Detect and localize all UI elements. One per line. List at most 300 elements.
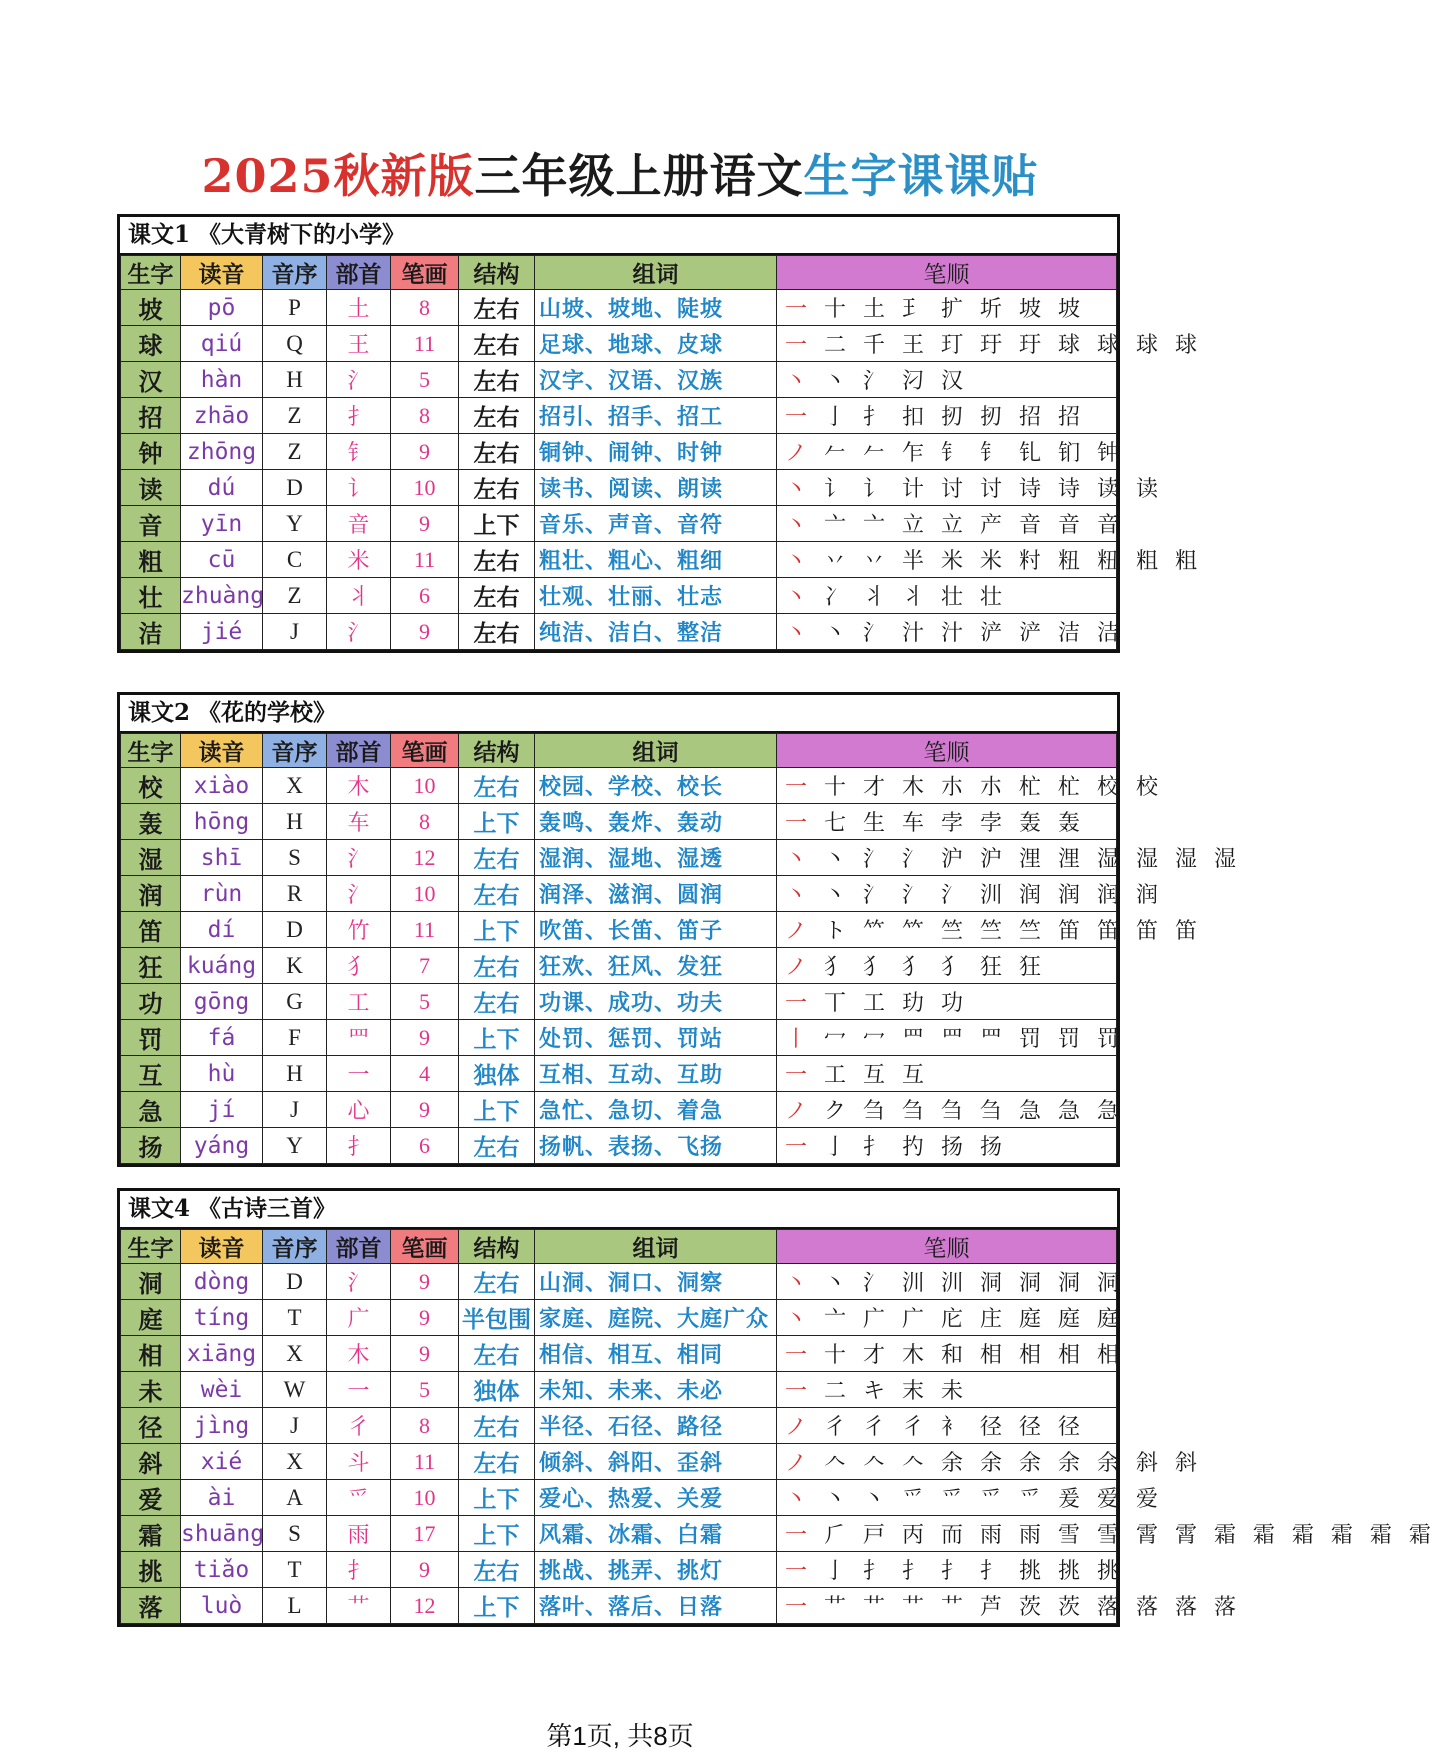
cell-stroke-order: 一 艹 艹 艹 艹 芦 茨 茨 落 落 落 落 [777,1588,1117,1624]
cell-words: 招引、招手、招工 [535,398,777,434]
cell-pinyin: xiāng [181,1336,263,1372]
cell-char: 互 [121,1056,181,1092]
cell-stroke-order: 一 十 才 木 朩 朩 杧 杧 校 校 [777,768,1117,804]
cell-strokes: 10 [391,876,459,912]
header-pinyin: 读音 [181,256,263,290]
cell-words: 校园、学校、校长 [535,768,777,804]
first-stroke: 丶 [785,477,813,502]
cell-char: 轰 [121,804,181,840]
cell-words: 未知、未来、未必 [535,1372,777,1408]
cell-stroke-order: 丶 亠 广 广 庀 庄 庭 庭 庭 [777,1300,1117,1336]
cell-order: Z [263,398,327,434]
table-row [121,506,1117,542]
cell-char: 罚 [121,1020,181,1056]
cell-strokes: 6 [391,1128,459,1164]
cell-order: K [263,948,327,984]
cell-stroke-order: 一 亅 扌 扌 扌 扌 挑 挑 挑 [777,1552,1117,1588]
cell-structure: 左右 [459,362,535,398]
table-row [121,1408,1117,1444]
cell-stroke-order: 一 丅 工 玏 功 [777,984,1117,1020]
cell-strokes: 9 [391,434,459,470]
cell-stroke-order: 一 亅 扌 扣 扨 扨 招 招 [777,398,1117,434]
cell-pinyin: jí [181,1092,263,1128]
cell-order: X [263,1444,327,1480]
cell-pinyin: fá [181,1020,263,1056]
cell-words: 爱心、热爱、关爱 [535,1480,777,1516]
cell-radical: 氵 [327,362,391,398]
header-order: 音序 [263,734,327,768]
cell-strokes: 9 [391,614,459,650]
cell-words: 扬帆、表扬、飞扬 [535,1128,777,1164]
cell-radical: 氵 [327,876,391,912]
header-char: 生字 [121,1230,181,1264]
cell-strokes: 9 [391,1336,459,1372]
cell-char: 润 [121,876,181,912]
lesson-table-2 [117,692,1241,1167]
cell-strokes: 10 [391,470,459,506]
table-row [121,470,1117,506]
cell-char: 校 [121,768,181,804]
cell-order: L [263,1588,327,1624]
cell-char: 招 [121,398,181,434]
table-row [121,1336,1117,1372]
cell-structure: 上下 [459,1020,535,1056]
cell-char: 读 [121,470,181,506]
cell-words: 落叶、落后、日落 [535,1588,777,1624]
cell-char: 汉 [121,362,181,398]
cell-words: 润泽、滋润、圆润 [535,876,777,912]
cell-char: 斜 [121,1444,181,1480]
cell-words: 半径、石径、路径 [535,1408,777,1444]
table-row [121,362,1117,398]
cell-radical: 一 [327,1372,391,1408]
table-row [121,876,1117,912]
cell-structure: 上下 [459,1480,535,1516]
cell-stroke-order: ノ 彳 彳 彳 衤 径 径 径 [777,1408,1117,1444]
cell-pinyin: tiǎo [181,1552,263,1588]
first-stroke: ノ [785,1451,813,1476]
cell-pinyin: shī [181,840,263,876]
cell-order: J [263,614,327,650]
cell-pinyin: qiú [181,326,263,362]
cell-char: 音 [121,506,181,542]
cell-radical: 爫 [327,1480,391,1516]
table-row [121,434,1117,470]
lesson-table-1 [117,214,1202,653]
cell-strokes: 8 [391,1408,459,1444]
cell-structure: 上下 [459,1588,535,1624]
header-stroke-order: 笔顺 [777,734,1117,768]
cell-radical: 米 [327,542,391,578]
cell-radical: 工 [327,984,391,1020]
table-header-row [121,256,1117,290]
cell-structure: 左右 [459,840,535,876]
cell-words: 湿润、湿地、湿透 [535,840,777,876]
table-row [121,614,1117,650]
first-stroke: 一 [785,1379,813,1404]
table-row [121,542,1117,578]
cell-radical: 彳 [327,1408,391,1444]
cell-radical: 车 [327,804,391,840]
title-part-sticker: 生字课课贴 [803,149,1039,203]
cell-radical: 氵 [327,840,391,876]
cell-structure: 左右 [459,1264,535,1300]
cell-pinyin: wèi [181,1372,263,1408]
cell-order: Y [263,1128,327,1164]
cell-stroke-order: 丶 讠 讠 计 讨 讨 诗 诗 读 读 [777,470,1117,506]
cell-char: 壮 [121,578,181,614]
cell-stroke-order: 一 二 千 王 玎 玗 玗 球 球 球 球 [777,326,1117,362]
cell-pinyin: luò [181,1588,263,1624]
cell-order: C [263,542,327,578]
cell-char: 落 [121,1588,181,1624]
cell-pinyin: dí [181,912,263,948]
cell-radical: 艹 [327,1588,391,1624]
header-stroke-order: 笔顺 [777,256,1117,290]
cell-stroke-order: 一 七 生 车 孛 孛 轰 轰 [777,804,1117,840]
cell-char: 相 [121,1336,181,1372]
cell-stroke-order: 丶 丶 氵 氵 沪 沪 浬 浬 湿 湿 湿 湿 [777,840,1117,876]
cell-radical: 一 [327,1056,391,1092]
cell-structure: 左右 [459,1444,535,1480]
cell-order: H [263,362,327,398]
cell-structure: 上下 [459,1092,535,1128]
cell-pinyin: jié [181,614,263,650]
first-stroke: ノ [785,441,813,466]
cell-structure: 左右 [459,768,535,804]
cell-stroke-order: 一 工 互 互 [777,1056,1117,1092]
first-stroke: 丶 [785,513,813,538]
cell-radical: 扌 [327,1552,391,1588]
cell-order: Z [263,434,327,470]
cell-char: 庭 [121,1300,181,1336]
cell-strokes: 11 [391,912,459,948]
cell-order: J [263,1092,327,1128]
table-row [121,1516,1117,1552]
header-words: 组词 [535,1230,777,1264]
cell-pinyin: hàn [181,362,263,398]
header-strokes: 笔画 [391,256,459,290]
cell-strokes: 17 [391,1516,459,1552]
table-row [121,1264,1117,1300]
cell-structure: 上下 [459,1516,535,1552]
table-row [121,1372,1117,1408]
cell-words: 轰鸣、轰炸、轰动 [535,804,777,840]
cell-stroke-order: ノ 𠂉 𠂉 乍 钅 钅 钆 钔 钟 [777,434,1117,470]
cell-words: 读书、阅读、朗读 [535,470,777,506]
cell-order: S [263,1516,327,1552]
cell-strokes: 9 [391,1020,459,1056]
cell-words: 壮观、壮丽、壮志 [535,578,777,614]
cell-char: 钟 [121,434,181,470]
cell-stroke-order: 一 亅 扌 扚 扬 扬 [777,1128,1117,1164]
cell-order: R [263,876,327,912]
cell-order: X [263,1336,327,1372]
cell-stroke-order: 丶 丶 氵 汁 汁 浐 浐 洁 洁 [777,614,1117,650]
header-strokes: 笔画 [391,1230,459,1264]
first-stroke: 一 [785,333,813,358]
first-stroke: 一 [785,991,813,1016]
first-stroke: 丶 [785,1487,813,1512]
header-structure: 结构 [459,1230,535,1264]
first-stroke: 丶 [785,621,813,646]
cell-char: 笛 [121,912,181,948]
char-table [120,255,1202,650]
cell-words: 急忙、急切、着急 [535,1092,777,1128]
cell-order: D [263,1264,327,1300]
table-row [121,1056,1117,1092]
table-row [121,1444,1117,1480]
header-radical: 部首 [327,1230,391,1264]
cell-words: 吹笛、长笛、笛子 [535,912,777,948]
cell-words: 倾斜、斜阳、歪斜 [535,1444,777,1480]
cell-pinyin: xiào [181,768,263,804]
cell-words: 狂欢、狂风、发狂 [535,948,777,984]
header-char: 生字 [121,256,181,290]
table-row [121,1588,1117,1624]
cell-char: 球 [121,326,181,362]
cell-radical: 钅 [327,434,391,470]
cell-order: D [263,470,327,506]
cell-stroke-order: 丶 丶 氵 汈 汉 [777,362,1117,398]
cell-radical: 斗 [327,1444,391,1480]
cell-radical: 扌 [327,398,391,434]
first-stroke: ノ [785,955,813,980]
first-stroke: 丶 [785,585,813,610]
cell-radical: 竹 [327,912,391,948]
cell-char: 急 [121,1092,181,1128]
cell-strokes: 5 [391,1372,459,1408]
cell-words: 音乐、声音、音符 [535,506,777,542]
title-part-grade: 三年级上册语文 [474,149,804,203]
cell-char: 湿 [121,840,181,876]
table-row [121,1552,1117,1588]
first-stroke: ノ [785,919,813,944]
lesson-table-4 [117,1188,1436,1627]
table-row [121,1020,1117,1056]
cell-words: 挑战、挑弄、挑灯 [535,1552,777,1588]
header-words: 组词 [535,256,777,290]
header-stroke-order: 笔顺 [777,1230,1117,1264]
cell-pinyin: yáng [181,1128,263,1164]
header-structure: 结构 [459,734,535,768]
cell-pinyin: hù [181,1056,263,1092]
cell-char: 径 [121,1408,181,1444]
cell-pinyin: zhōng [181,434,263,470]
cell-radical: 扌 [327,1128,391,1164]
cell-structure: 左右 [459,434,535,470]
first-stroke: 一 [785,297,813,322]
cell-structure: 独体 [459,1056,535,1092]
cell-radical: 王 [327,326,391,362]
first-stroke: ノ [785,1415,813,1440]
cell-radical: 音 [327,506,391,542]
cell-pinyin: jìng [181,1408,263,1444]
char-table [120,733,1241,1164]
cell-pinyin: tíng [181,1300,263,1336]
cell-order: Y [263,506,327,542]
cell-words: 足球、地球、皮球 [535,326,777,362]
cell-structure: 左右 [459,470,535,506]
table-row [121,290,1117,326]
cell-structure: 左右 [459,984,535,1020]
cell-strokes: 12 [391,1588,459,1624]
cell-strokes: 8 [391,804,459,840]
cell-strokes: 7 [391,948,459,984]
cell-pinyin: rùn [181,876,263,912]
cell-order: Z [263,578,327,614]
header-order: 音序 [263,256,327,290]
cell-char: 狂 [121,948,181,984]
header-words: 组词 [535,734,777,768]
cell-structure: 左右 [459,1552,535,1588]
cell-strokes: 5 [391,362,459,398]
first-stroke: 丶 [785,549,813,574]
cell-words: 铜钟、闹钟、时钟 [535,434,777,470]
first-stroke: 一 [785,1523,813,1548]
cell-words: 相信、相互、相同 [535,1336,777,1372]
table-row [121,840,1117,876]
cell-structure: 左右 [459,1336,535,1372]
cell-pinyin: cū [181,542,263,578]
header-strokes: 笔画 [391,734,459,768]
cell-radical: 罒 [327,1020,391,1056]
cell-order: W [263,1372,327,1408]
cell-pinyin: hōng [181,804,263,840]
first-stroke: 一 [785,405,813,430]
cell-words: 粗壮、粗心、粗细 [535,542,777,578]
first-stroke: 一 [785,1135,813,1160]
cell-char: 未 [121,1372,181,1408]
cell-order: X [263,768,327,804]
cell-order: Q [263,326,327,362]
first-stroke: ノ [785,1099,813,1124]
first-stroke: 丶 [785,1271,813,1296]
cell-stroke-order: 丶 冫 丬 丬 壮 壮 [777,578,1117,614]
cell-pinyin: shuāng [181,1516,263,1552]
cell-structure: 左右 [459,326,535,362]
cell-structure: 独体 [459,1372,535,1408]
cell-structure: 左右 [459,614,535,650]
cell-strokes: 9 [391,506,459,542]
first-stroke: 一 [785,1595,813,1620]
cell-strokes: 8 [391,398,459,434]
first-stroke: 丶 [785,1307,813,1332]
cell-pinyin: yīn [181,506,263,542]
char-table [120,1229,1436,1624]
cell-char: 扬 [121,1128,181,1164]
cell-stroke-order: ノ 犭 犭 犭 犭 狂 狂 [777,948,1117,984]
table-row [121,578,1117,614]
cell-structure: 半包围 [459,1300,535,1336]
cell-words: 风霜、冰霜、白霜 [535,1516,777,1552]
cell-char: 坡 [121,290,181,326]
lesson-title: 课文2 《花的学校》 [120,695,1117,733]
cell-char: 霜 [121,1516,181,1552]
table-row [121,398,1117,434]
table-header-row [121,1230,1117,1264]
cell-words: 纯洁、洁白、整洁 [535,614,777,650]
cell-radical: 丬 [327,578,391,614]
table-row [121,804,1117,840]
table-row [121,984,1117,1020]
cell-pinyin: gōng [181,984,263,1020]
lesson-title: 课文4 《古诗三首》 [120,1191,1117,1229]
cell-char: 挑 [121,1552,181,1588]
cell-order: D [263,912,327,948]
cell-strokes: 9 [391,1552,459,1588]
page-footer: 第1页, 共8页 [546,1721,694,1751]
first-stroke: 一 [785,775,813,800]
cell-strokes: 11 [391,542,459,578]
first-stroke: 丶 [785,847,813,872]
cell-radical: 犭 [327,948,391,984]
header-radical: 部首 [327,734,391,768]
cell-radical: 木 [327,768,391,804]
cell-char: 爱 [121,1480,181,1516]
cell-stroke-order: 丶 丶 丶 爫 爫 爫 爫 爰 爱 爱 [777,1480,1117,1516]
page-title [0,146,1240,206]
cell-pinyin: dú [181,470,263,506]
table-row [121,912,1117,948]
cell-strokes: 4 [391,1056,459,1092]
cell-strokes: 11 [391,326,459,362]
first-stroke: 丶 [785,369,813,394]
cell-structure: 左右 [459,876,535,912]
cell-stroke-order: 丶 丶 氵 汌 汌 洞 洞 洞 洞 [777,1264,1117,1300]
cell-strokes: 5 [391,984,459,1020]
cell-order: A [263,1480,327,1516]
cell-structure: 左右 [459,1408,535,1444]
lesson-title: 课文1 《大青树下的小学》 [120,217,1117,255]
cell-radical: 雨 [327,1516,391,1552]
table-row [121,1128,1117,1164]
cell-radical: 讠 [327,470,391,506]
cell-strokes: 6 [391,578,459,614]
cell-radical: 土 [327,290,391,326]
table-row [121,768,1117,804]
cell-stroke-order: 丶 丶 氵 氵 氵 汌 润 润 润 润 [777,876,1117,912]
cell-structure: 上下 [459,912,535,948]
cell-strokes: 8 [391,290,459,326]
cell-strokes: 10 [391,1480,459,1516]
title-part-year: 2025秋新版 [201,149,475,203]
cell-stroke-order: 一 二 キ 末 未 [777,1372,1117,1408]
cell-stroke-order: ノ 𠆢 𠆢 𠆢 余 余 余 余 余 斜 斜 [777,1444,1117,1480]
first-stroke: 一 [785,1559,813,1584]
cell-words: 功课、成功、功夫 [535,984,777,1020]
first-stroke: 一 [785,1343,813,1368]
cell-structure: 上下 [459,506,535,542]
cell-pinyin: xié [181,1444,263,1480]
cell-order: T [263,1300,327,1336]
cell-radical: 心 [327,1092,391,1128]
cell-pinyin: kuáng [181,948,263,984]
cell-radical: 氵 [327,614,391,650]
cell-stroke-order: 丶 亠 亠 立 立 产 音 音 音 [777,506,1117,542]
cell-char: 洁 [121,614,181,650]
first-stroke: 一 [785,1063,813,1088]
cell-pinyin: zhāo [181,398,263,434]
cell-char: 功 [121,984,181,1020]
cell-words: 山洞、洞口、洞察 [535,1264,777,1300]
cell-stroke-order: 一 ⺁ 戸 丙 而 雨 雨 雪 雪 霄 霄 霜 霜 霜 霜 霜 霜 [777,1516,1117,1552]
cell-order: H [263,804,327,840]
table-row [121,1480,1117,1516]
header-char: 生字 [121,734,181,768]
cell-words: 处罚、惩罚、罚站 [535,1020,777,1056]
cell-radical: 木 [327,1336,391,1372]
